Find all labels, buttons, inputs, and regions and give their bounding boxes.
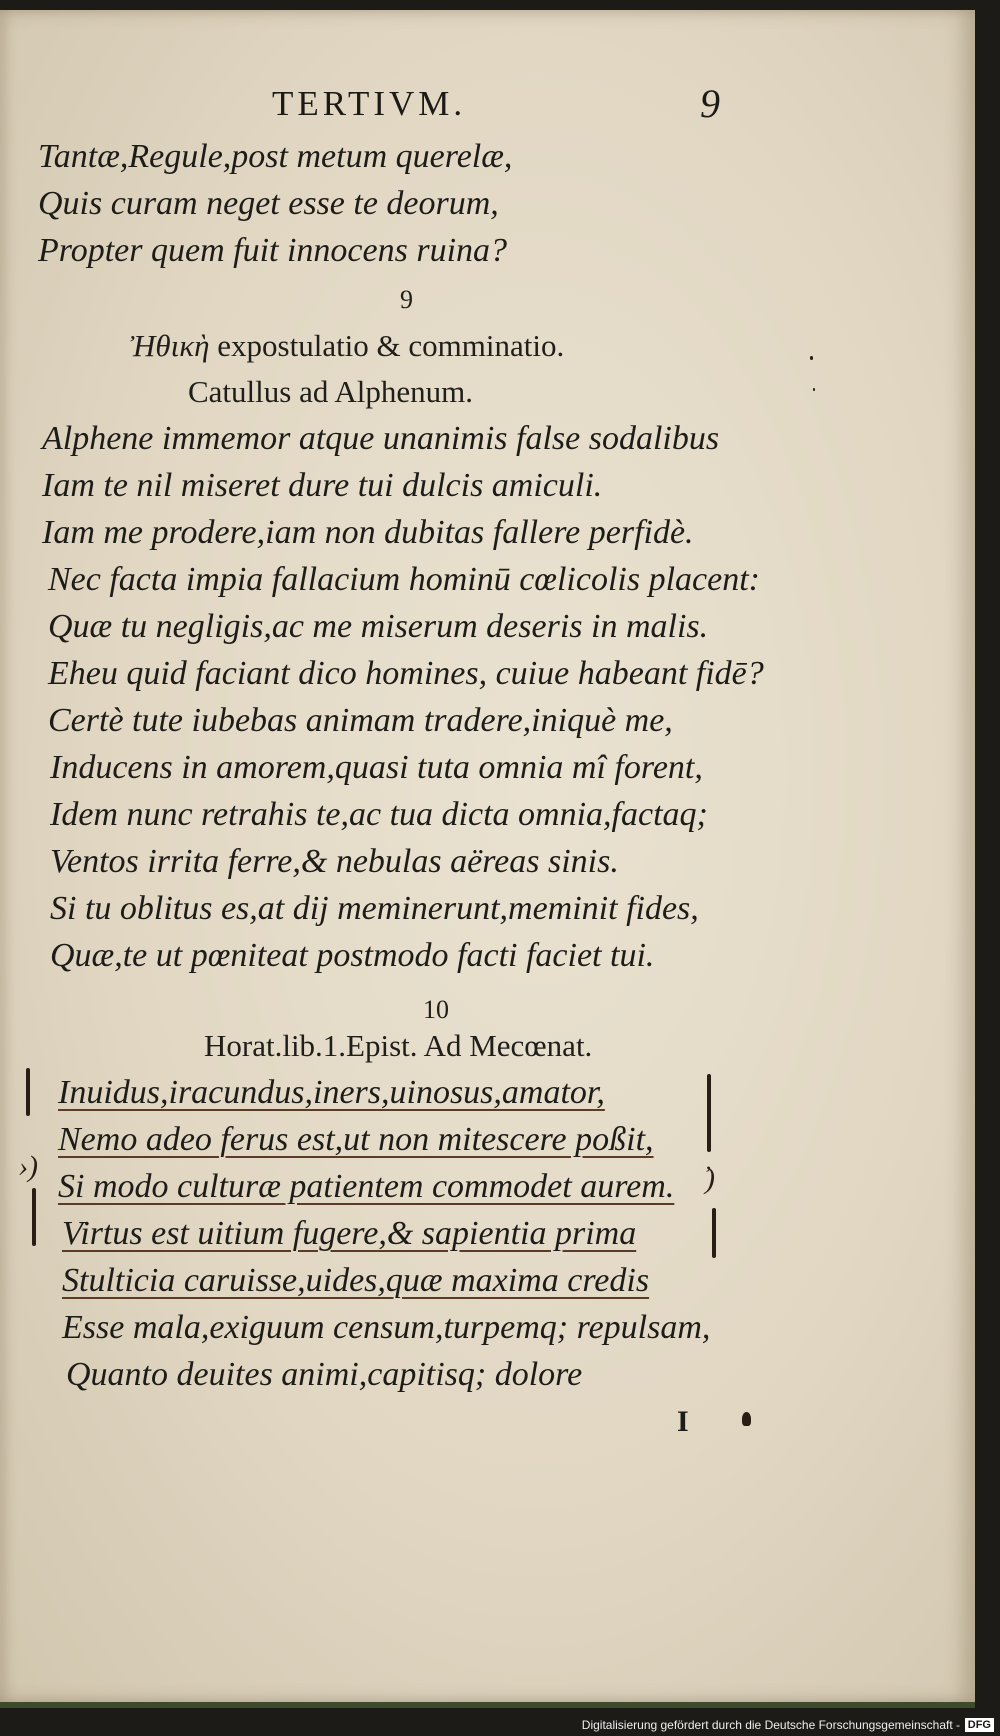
verse-line: Propter quem fuit innocens ruina? xyxy=(38,232,508,269)
running-header xyxy=(0,80,975,130)
heading-text: expostulatio & comminatio. xyxy=(217,328,565,363)
section-heading: Horat.lib.1.Epist. Ad Mecœnat. xyxy=(204,1028,593,1063)
footer-credit: Digitalisierung gefördert durch die Deutsche Forschungsgemeinschaft - xyxy=(581,1718,960,1732)
dfg-logo: DFG xyxy=(965,1718,994,1732)
section-number: 10 xyxy=(423,995,449,1024)
verse-line: Alphene immemor atque unanimis false sodalibus xyxy=(42,420,720,457)
margin-speck xyxy=(813,388,815,391)
section-heading xyxy=(130,328,564,364)
verse-line: Si tu oblitus es,at dij meminerunt,meminit fides, xyxy=(50,890,699,927)
verse-line: Quis curam neget esse te deorum, xyxy=(38,185,499,222)
verse-line: Quanto deuites animi,capitisq; dolore xyxy=(66,1356,583,1393)
catchword-flourish xyxy=(742,1412,751,1426)
verse-line: Quæ tu negligis,ac me miserum deseris in malis. xyxy=(48,608,709,645)
verse-line: Quæ,te ut pœniteat postmodo facti faciet tui. xyxy=(50,937,655,974)
verse-line: Ventos irrita ferre,& nebulas aëreas sinis. xyxy=(50,843,619,880)
verse-line: Iam me prodere,iam non dubitas fallere perfidè. xyxy=(42,514,694,551)
verse-line: Virtus est uitium fugere,& sapientia prima xyxy=(62,1215,637,1252)
margin-bracket-left-mark: ›) xyxy=(18,1150,38,1183)
margin-bar-right-lower xyxy=(712,1208,716,1258)
verse-line: Inducens in amorem,quasi tuta omnia mî forent, xyxy=(50,749,703,786)
running-title: TERTIVM. xyxy=(272,84,467,123)
margin-speck xyxy=(810,356,813,360)
verse-line: Tantæ,Regule,post metum querelæ, xyxy=(38,138,513,175)
verse-line: Iam te nil miseret dure tui dulcis amiculi. xyxy=(42,467,603,504)
verse-line: Nemo adeo ferus est,ut non mitescere poßit, xyxy=(58,1121,654,1158)
verse-line: Inuidus,iracundus,iners,uinosus,amator, xyxy=(58,1074,605,1111)
margin-bar-left-upper xyxy=(26,1068,30,1116)
section-number: 9 xyxy=(400,285,413,314)
section-subheading: Catullus ad Alphenum. xyxy=(188,374,474,409)
verse-line: Eheu quid faciant dico homines, cuiue habeant fidē? xyxy=(48,655,764,692)
heading-greek-word: Ἠθικὴ xyxy=(130,328,210,363)
verse-line: Esse mala,exiguum censum,turpemq; repulsam, xyxy=(62,1309,711,1346)
verse-line: Idem nunc retrahis te,ac tua dicta omnia,factaq; xyxy=(50,796,708,833)
catchword: I xyxy=(677,1405,689,1438)
page-number: 9 xyxy=(700,81,720,126)
verse-line: Si modo culturæ patientem commodet aurem. xyxy=(58,1168,675,1205)
digitization-footer xyxy=(0,1714,1000,1736)
book-page xyxy=(0,10,975,1708)
margin-bracket-right-mark: ̓) xyxy=(705,1162,715,1195)
margin-bar-right-upper xyxy=(707,1074,711,1152)
margin-bar-left-lower xyxy=(32,1188,36,1246)
verse-line: Nec facta impia fallacium hominū cœlicolis placent: xyxy=(48,561,760,598)
verse-line: Stulticia caruisse,uides,quæ maxima credis xyxy=(62,1262,650,1299)
verse-line: Certè tute iubebas animam tradere,iniquè me, xyxy=(48,702,673,739)
